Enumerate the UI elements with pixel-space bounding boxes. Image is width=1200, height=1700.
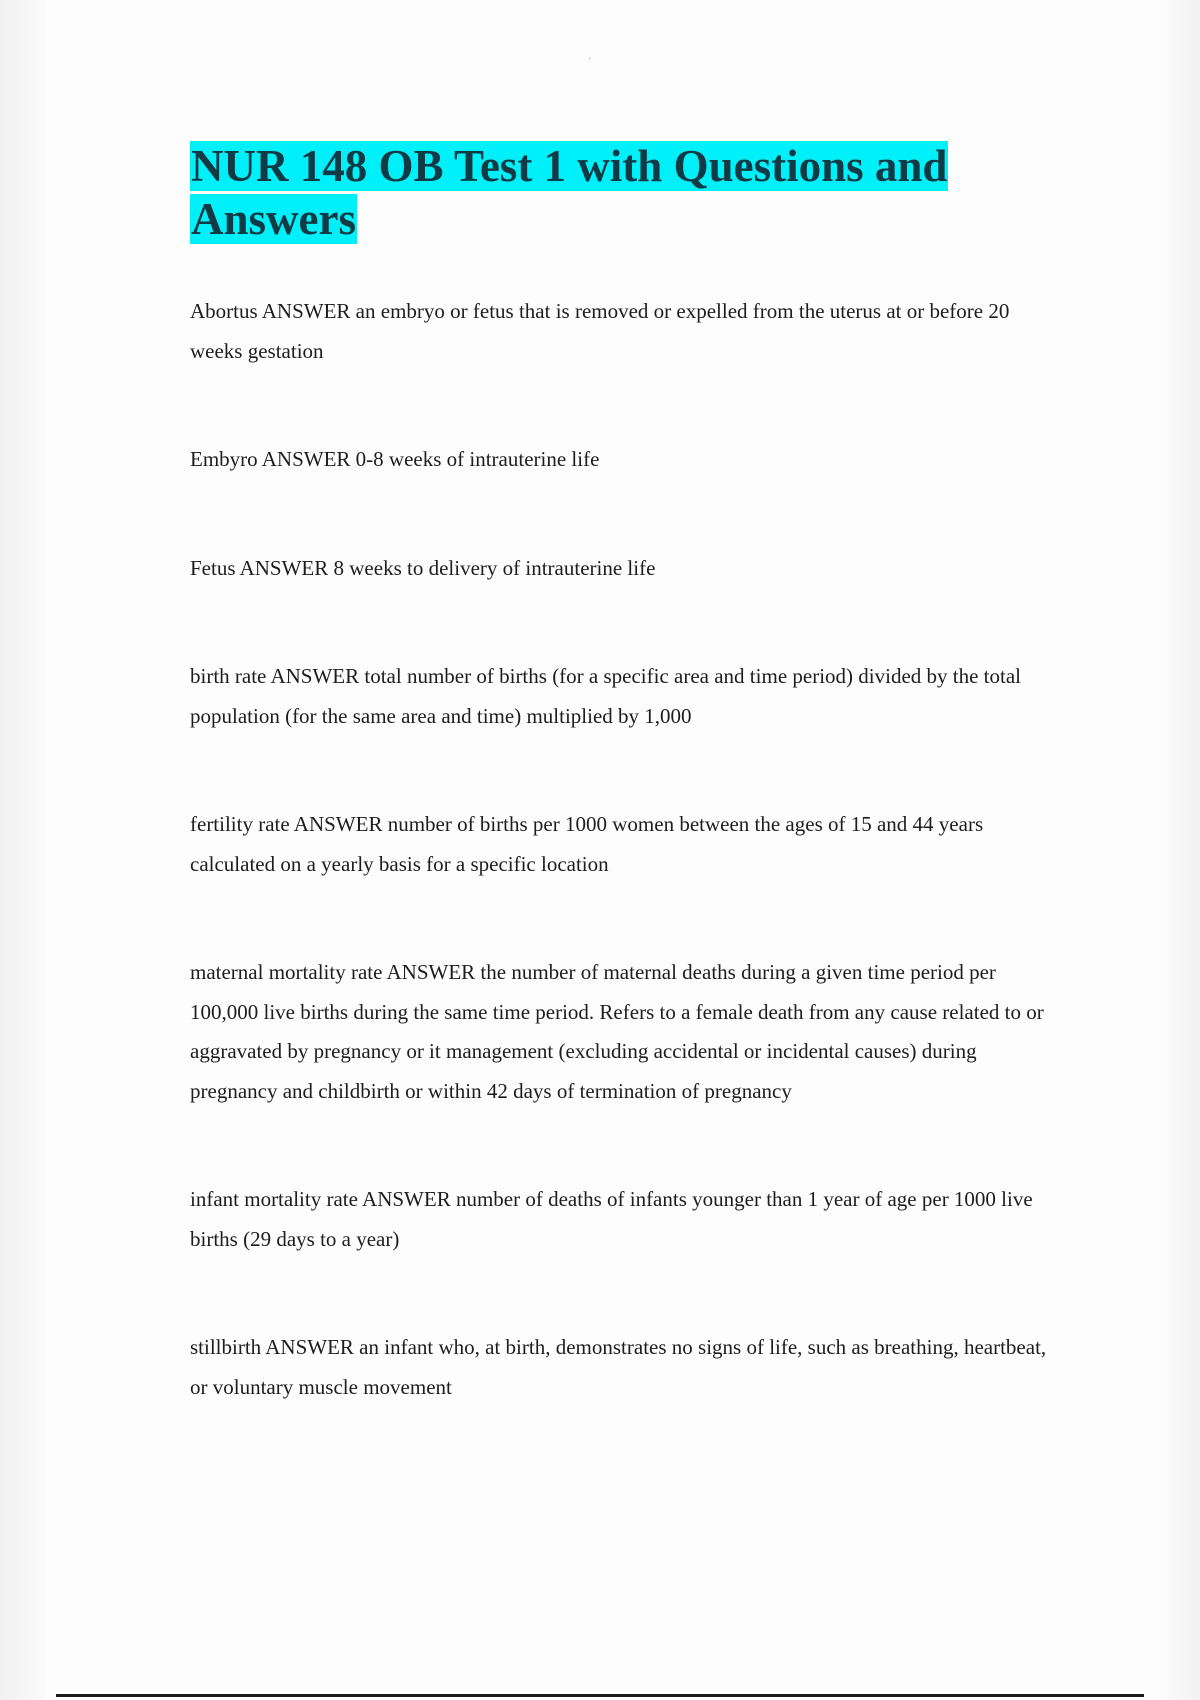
title-line-2: Answers — [191, 194, 356, 244]
page-right-shadow — [1160, 0, 1200, 1700]
qa-entry-abortus: Abortus ANSWER an embryo or fetus that is removed or expelled from the uterus at or before 20 weeks gestation — [190, 299, 1010, 363]
qa-entry-embryo: Embyro ANSWER 0-8 weeks of intrauterine life — [190, 447, 600, 471]
page-left-shadow — [0, 0, 46, 1700]
qa-entry-stillbirth: stillbirth ANSWER an infant who, at birth, demonstrates no signs of life, such as breathing, heartbeat, or voluntary muscle movement — [190, 1335, 1047, 1399]
qa-entry-fetus: Fetus ANSWER 8 weeks to delivery of intrauterine life — [190, 555, 656, 580]
qa-entry-fertility-rate: fertility rate ANSWER number of births per 1000 women between the ages of 15 and 44 years calculated on a yearly basis for a specific location — [190, 812, 984, 876]
footer-rule — [56, 1694, 1144, 1697]
top-mark: · — [588, 54, 592, 65]
qa-entry-birth-rate: birth rate ANSWER total number of births (for a specific area and time period) divided by the total population (for the same area and time) multiplied by 1,000 — [190, 664, 1021, 728]
qa-list — [190, 292, 1050, 1407]
qa-entry-maternal-mortality-rate: maternal mortality rate ANSWER the number of maternal deaths during a given time period per 100,000 live births during the same time period. Refers to a female death from any cause related to or aggravated by pregnancy or it management (excluding accidental or incidental causes) during pregnancy and childbirth or within 42 days of termination of pregnancy — [190, 960, 1044, 1103]
title-line-1: NUR 148 OB Test 1 with Questions and — [191, 141, 948, 191]
page-title — [190, 140, 1010, 246]
qa-entry-infant-mortality-rate: infant mortality rate ANSWER number of deaths of infants younger than 1 year of age per 1000 live births (29 days to a year) — [190, 1187, 1033, 1251]
